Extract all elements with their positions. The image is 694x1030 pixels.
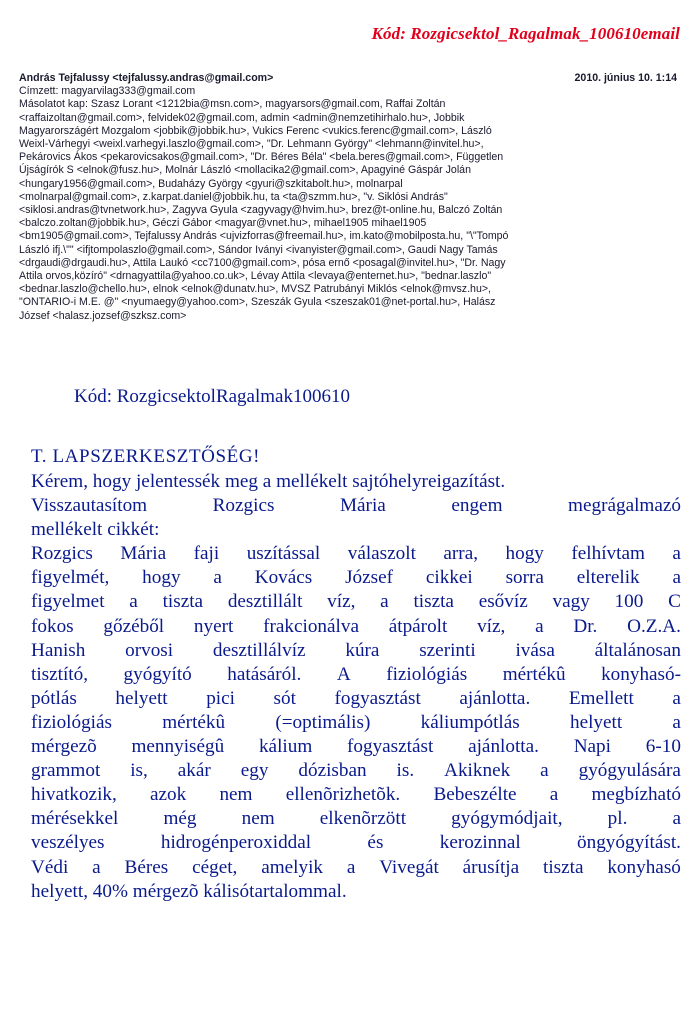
letter-line: veszélyes hidrogénperoxiddal és kerozinnal öngyógyítást. — [31, 832, 681, 854]
letter-line: mellékelt cikkét: — [31, 519, 160, 541]
letter-code-line: Kód: RozgicsektolRagalmak100610 — [74, 386, 350, 407]
email-cc-line: Pekárovics Ákos <pekarovicsakos@gmail.com>, "Dr. Béres Béla" <bela.beres@gmail.com>, Független — [19, 151, 504, 164]
letter-line: mérésekkel még nem elkenõrzött gyógymódjait, pl. a — [31, 808, 681, 830]
email-from: András Tejfalussy <tejfalussy.andras@gmail.com> — [19, 72, 274, 84]
email-cc-line: Másolatot kap: Szasz Lorant <1212bia@msn.com>, magyarsors@gmail.com, Raffai Zoltán — [19, 98, 446, 111]
letter-line: mérgezõ mennyiségû kálium fogyasztást ajánlotta. Napi 6-10 — [31, 736, 681, 758]
letter-line: figyelmét, hogy a Kovács József cikkei sorra elterelik a — [31, 567, 681, 589]
letter-line: tisztító, gyógyító hatásáról. A fiziológiás mértékû konyhasó- — [31, 663, 681, 685]
email-cc-line: József <halasz.jozsef@szksz.com> — [19, 309, 187, 322]
document-code-title: Kód: Rozgicsektol_Ragalmak_100610email — [371, 24, 680, 43]
email-cc-line: Újságírók S <elnok@fusz.hu>, Molnár László <mollacika2@gmail.com>, Apagyiné Gáspár Jolán — [19, 164, 471, 177]
letter-line: fokos gőzéből nyert frakcionálva átpárolt víz, a Dr. O.Z.A. — [31, 615, 681, 637]
letter-line: Hanish orvosi desztillálvíz kúra szerinti ivása általánosan — [31, 639, 681, 661]
email-cc-line: <balczo.zoltan@jobbik.hu>, Géczi Gábor <magyar@vnet.hu>, mihael1905 mihael1905 — [19, 217, 427, 230]
email-cc-line: <drgaudi@drgaudi.hu>, Attila Laukó <cc7100@gmail.com>, pósa ernő <posagal@invitel.hu>, "Dr. Nagy — [19, 256, 506, 269]
email-to: Címzett: magyarvilag333@gmail.com — [19, 85, 196, 98]
email-cc-line: "ONTARIO-i M.E. @" <nyumaegy@yahoo.com>, Szeszák Gyula <szeszak01@net-portal.hu>, Halász — [19, 296, 496, 309]
email-header-block — [19, 72, 677, 323]
letter-line: Kérem, hogy jelentessék meg a mellékelt sajtóhelyreigazítást. — [31, 471, 506, 492]
letter-line: pótlás helyett pici sót fogyasztást ajánlotta. Emellett a — [31, 687, 681, 709]
letter-line: Védi a Béres céget, amelyik a Vivegát árusítja tiszta konyhasó — [31, 856, 681, 878]
email-date: 2010. június 10. 1:14 — [574, 72, 677, 84]
email-cc-line: László ifj.\"" <ifjtompolaszlo@gmail.com>, Sándor Iványi <ivanyister@gmail.com>, Gaudi Nagy Tamás — [19, 243, 498, 256]
email-cc-line: <raffaizoltan@gmail.com>, felvidek02@gmail.com, admin <admin@nemzetihirhalo.hu>, Jobbik — [19, 111, 465, 124]
email-cc-line: Weixl-Várhegyi <weixl.varhegyi.laszlo@gmail.com>, "Dr. Lehmann György" <lehmann@invitel.hu>, — [19, 138, 484, 151]
email-cc-line: <bednar.laszlo@chello.hu>, elnok <elnok@dunatv.hu>, MVSZ Patrubányi Miklós <elnok@mvsz.hu>, — [19, 283, 491, 296]
letter-line: hivatkozik, azok nem ellenõrizhetõk. Bebeszélte a megbízható — [31, 784, 681, 806]
letter-line: figyelmet a tiszta desztillált víz, a tiszta esővíz vagy 100 C — [31, 591, 681, 613]
letter-line: helyett, 40% mérgezõ kálisótartalommal. — [31, 880, 347, 902]
email-sender-row — [19, 72, 677, 85]
email-cc-line: Magyarországért Mozgalom <jobbik@jobbik.hu>, Vukics Ferenc <vukics.ferenc@gmail.com>, László — [19, 124, 492, 137]
email-cc-line: Attila orvos,közíró" <drnagyattila@yahoo.co.uk>, Lévay Attila <levaya@enternet.hu>, "bednar.laszlo" — [19, 270, 492, 283]
email-cc-list — [19, 98, 677, 322]
editor-salutation: T. LAPSZERKESZTŐSÉG! — [31, 446, 261, 467]
email-cc-line: <siklosi.andras@tvnetwork.hu>, Zagyva Gyula <zagyvagy@hvim.hu>, brez@t-online.hu, Balczó Zoltán — [19, 204, 503, 217]
email-cc-line: <bm1905@gmail.com>, Tejfalussy András <ujvizforras@freemail.hu>, im.kato@mobilposta.hu, "\"Tompó — [19, 230, 509, 243]
email-cc-line: <molnarpal@gmail.com>, z.karpat.daniel@jobbik.hu, ta <ta@szmm.hu>, "v. Siklósi András" — [19, 190, 448, 203]
letter-line: grammot is, akár egy dózisban is. Akiknek a gyógyulására — [31, 760, 681, 782]
letter-body — [31, 470, 681, 904]
letter-line: fiziológiás mértékû (=optimális) káliumpótlás helyett a — [31, 711, 681, 733]
email-cc-line: <hungary1956@gmail.com>, Budaházy György <gyuri@szkitabolt.hu>, molnarpal — [19, 177, 403, 190]
letter-line: Visszautasítom Rozgics Mária engem megrágalmazó — [31, 495, 681, 517]
letter-line: Rozgics Mária faji uszítással válaszolt arra, hogy felhívtam a — [31, 543, 681, 565]
